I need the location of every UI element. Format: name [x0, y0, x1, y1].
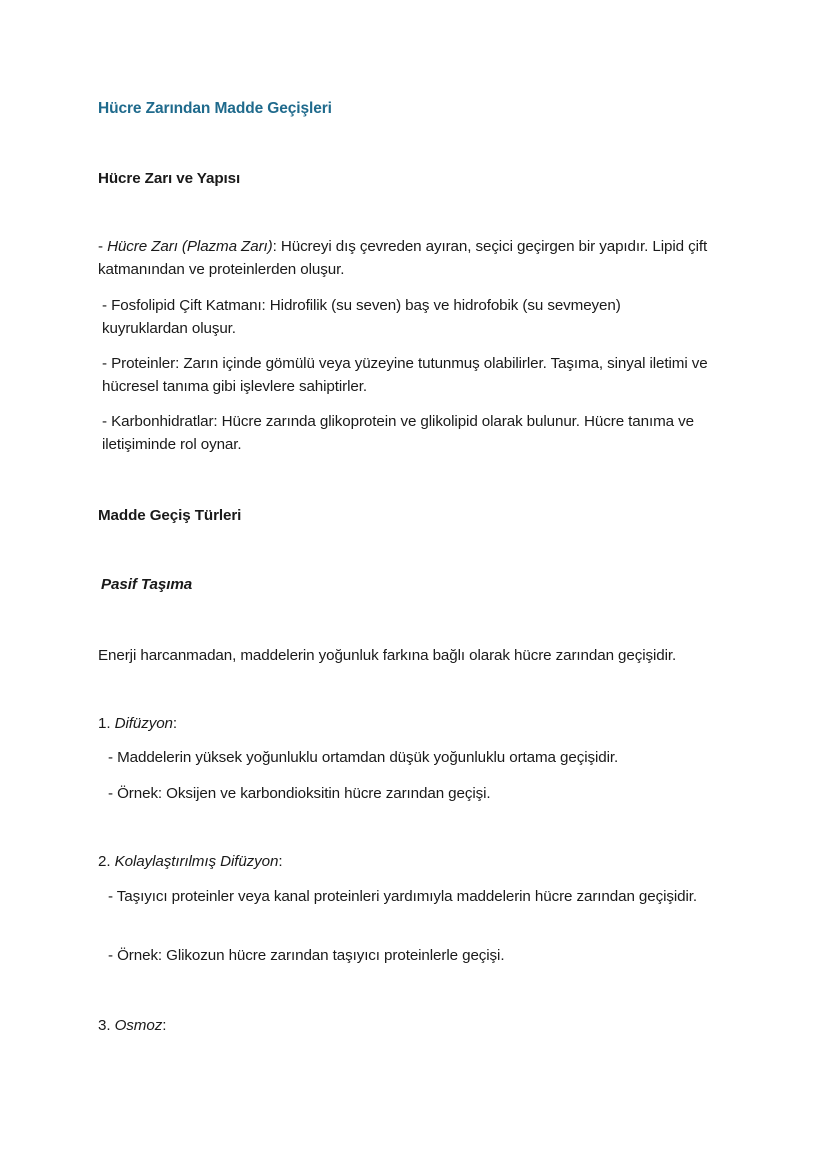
diffusion-point-1: - Maddelerin yüksek yoğunluklu ortamdan düşük yoğunluklu ortama geçişidir. [108, 749, 619, 766]
type-name: Kolaylaştırılmış Difüzyon [114, 853, 279, 870]
paragraph-proteins: - Proteinler: Zarın içinde gömülü veya yüzeyine tutunmuş olabilirler. Taşıma, sinyal iletimi ve hücresel tanıma gibi işlevlere sahiptirler. [102, 355, 708, 395]
passive-transport-intro: Enerji harcanmadan, maddelerin yoğunluk farkına bağlı olarak hücre zarından geçişidir. [98, 647, 677, 664]
type-facilitated-diffusion-heading [98, 850, 738, 873]
colon: : [162, 1017, 167, 1034]
diffusion-point-2: - Örnek: Oksijen ve karbondioksitin hücre zarından geçişi. [108, 785, 491, 802]
facilitated-diffusion-point-2: - Örnek: Glikozun hücre zarından taşıyıcı proteinlerle geçişi. [108, 947, 505, 964]
type-name: Osmoz [114, 1017, 163, 1034]
type-osmosis-heading [98, 1014, 738, 1037]
list-number: 1. [98, 715, 115, 732]
term-plasma-membrane: Hücre Zarı (Plazma Zarı) [107, 238, 273, 255]
paragraph-plasma-membrane [98, 235, 728, 281]
colon: : [278, 853, 283, 870]
paragraph-carbohydrates: - Karbonhidratlar: Hücre zarında glikoprotein ve glikolipid olarak bulunur. Hücre tanıma ve iletişiminde rol oynar. [102, 413, 694, 453]
section-heading-transport-types: Madde Geçiş Türleri [98, 507, 242, 524]
list-number: 3. [98, 1017, 115, 1034]
subheading-passive-transport: Pasif Taşıma [101, 576, 193, 593]
type-name: Difüzyon [114, 715, 173, 732]
definition-text: : Hücreyi dış çevreden ayıran, seçici geçirgen bir yapıdır. Lipid çift katmanından ve proteinlerden oluşur. [98, 238, 708, 278]
paragraph-phospholipid: - Fosfolipid Çift Katmanı: Hidrofilik (su seven) baş ve hidrofobik (su sevmeyen) kuyruklardan oluşur. [102, 297, 621, 337]
type-diffusion-heading [98, 712, 738, 735]
facilitated-diffusion-point-1: - Taşıyıcı proteinler veya kanal proteinleri yardımıyla maddelerin hücre zarından geçişidir. [108, 888, 698, 905]
section-heading-membrane-structure: Hücre Zarı ve Yapısı [98, 170, 241, 187]
list-number: 2. [98, 853, 115, 870]
dash: - [98, 238, 108, 255]
document-title: Hücre Zarından Madde Geçişleri [98, 100, 332, 117]
colon: : [172, 715, 178, 732]
